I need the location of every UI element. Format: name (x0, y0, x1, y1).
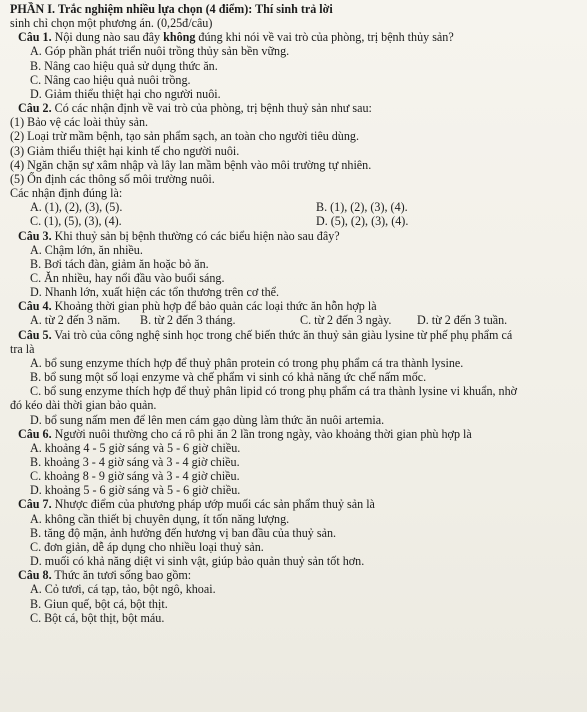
option-4d: D. từ 2 đến 3 tuần. (417, 313, 508, 328)
option-5c-cont: đó kéo dài thời gian bảo quản. (10, 398, 157, 413)
option-2a: A. (1), (2), (3), (5). (30, 200, 123, 215)
question-5-label: Câu 5. (18, 327, 52, 342)
option-7c: C. đơn giản, dễ áp dụng cho nhiều loại thuỷ sản. (30, 539, 264, 554)
option-5d: D. bổ sung nấm men để lên men cám gạo dùng làm thức ăn nuôi artemia. (30, 412, 385, 427)
option-3a: A. Chậm lớn, ăn nhiều. (30, 242, 143, 257)
option-7b: B. tăng độ mặn, ảnh hưởng đến hương vị ban đầu của thuỷ sản. (30, 525, 337, 540)
question-1: Câu 1. Nội dung nào sau đây không đúng khi nói về vai trò của phòng, trị bệnh thủy sản? (18, 30, 454, 45)
options-2-row-1 (10, 200, 579, 214)
option-8b: B. Giun quế, bột cá, bột thịt. (30, 596, 168, 611)
question-2-label: Câu 2. (18, 101, 52, 116)
option-3b: B. Bơi tách đàn, giảm ăn hoặc bỏ ăn. (30, 256, 209, 271)
option-4a: A. từ 2 đến 3 năm. (30, 313, 121, 328)
options-2-row-2 (10, 214, 579, 228)
question-7: Câu 7. Nhược điểm của phương pháp ướp muối các sản phẩm thuỷ sản là (18, 497, 375, 512)
question-2: Câu 2. Có các nhận định về vai trò của phòng, trị bệnh thuỷ sản như sau: (18, 101, 372, 116)
statement-5: (5) Ổn định các thông số môi trường nuôi. (10, 171, 215, 186)
option-6a: A. khoảng 4 - 5 giờ sáng và 5 - 6 giờ chiều. (30, 440, 241, 455)
option-6b: B. khoảng 3 - 4 giờ sáng và 3 - 4 giờ chiều. (30, 455, 240, 469)
option-1a: A. Góp phần phát triển nuôi trồng thủy sản bền vững. (30, 44, 290, 59)
question-8-label: Câu 8. (18, 568, 52, 583)
option-6d: D. khoảng 5 - 6 giờ sáng và 5 - 6 giờ chiều. (30, 483, 241, 498)
question-6-label: Câu 6. (18, 426, 52, 441)
question-5-cont: tra là (10, 341, 35, 356)
option-5c: C. bổ sung enzyme thích hợp để thuỷ phân lipid có trong phụ phẩm cá tra thành lysine vi khuẩn, nhờ (30, 384, 518, 399)
question-2-ask: Các nhận định đúng là: (10, 186, 123, 201)
statement-2: (2) Loại trừ mầm bệnh, tạo sản phẩm sạch, an toàn cho người tiêu dùng. (10, 129, 359, 144)
question-3-label: Câu 3. (18, 228, 52, 243)
option-4b: B. từ 2 đến 3 tháng. (140, 313, 236, 328)
option-1d: D. Giảm thiểu thiệt hại cho người nuôi. (30, 86, 221, 101)
option-5a: A. bổ sung enzyme thích hợp để thuỷ phân protein có trong phụ phẩm cá tra thành lysine. (30, 355, 464, 370)
option-1b: B. Nâng cao hiệu quả sử dụng thức ăn. (30, 58, 218, 73)
option-3d: D. Nhanh lớn, xuất hiện các tổn thương trên cơ thể. (30, 285, 280, 300)
option-8a: A. Cỏ tươi, cá tạp, tảo, bột ngô, khoai. (30, 582, 216, 597)
options-4-row (10, 313, 579, 327)
statement-4: (4) Ngăn chặn sự xâm nhập và lây lan mầm bệnh vào môi trường tự nhiên. (10, 157, 372, 172)
option-2c: C. (1), (5), (3), (4). (30, 214, 122, 229)
section-header: PHẦN I. Trắc nghiệm nhiều lựa chọn (4 điểm): Thí sinh trả lời (10, 2, 333, 16)
option-7d: D. muối có khả năng diệt vi sinh vật, giúp bảo quản thuỷ sản tốt hơn. (30, 554, 365, 569)
question-6: Câu 6. Người nuôi thường cho cá rô phi ăn 2 lần trong ngày, vào khoảng thời gian phù hợp là (18, 426, 472, 441)
question-4: Câu 4. Khoảng thời gian phù hợp để bảo quản các loại thức ăn hỗn hợp là (18, 299, 377, 314)
question-8: Câu 8. Thức ăn tươi sống bao gồm: (18, 568, 192, 583)
option-6c: C. khoảng 8 - 9 giờ sáng và 3 - 4 giờ chiều. (30, 469, 240, 484)
emphasis-word: không (163, 30, 196, 45)
option-1c: C. Nâng cao hiệu quả nuôi trồng. (30, 72, 191, 87)
question-7-label: Câu 7. (18, 497, 52, 512)
statement-3: (3) Giảm thiểu thiệt hại kinh tế cho người nuôi. (10, 143, 240, 158)
option-2d: D. (5), (2), (3), (4). (316, 214, 409, 229)
option-4c: C. từ 2 đến 3 ngày. (300, 313, 392, 328)
option-3c: C. Ăn nhiều, hay nổi đầu vào buổi sáng. (30, 270, 225, 285)
option-7a: A. không cần thiết bị chuyên dụng, ít tốn năng lượng. (30, 511, 290, 526)
option-5b: B. bổ sung một số loại enzyme và chế phẩm vi sinh có khả năng ức chế nấm mốc. (30, 370, 427, 385)
question-1-label: Câu 1. (18, 30, 52, 45)
question-3: Câu 3. Khi thuỷ sản bị bệnh thường có các biểu hiện nào sau đây? (18, 228, 340, 243)
question-5: Câu 5. Vai trò của công nghệ sinh học trong chế biến thức ăn thuỷ sản giàu lysine từ phế phụ phẩm cá (18, 327, 513, 342)
section-instructions: sinh chỉ chọn một phương án. (0,25đ/câu) (10, 16, 213, 31)
statement-1: (1) Bảo vệ các loài thủy sản. (10, 115, 149, 130)
option-2b: B. (1), (2), (3), (4). (316, 200, 408, 215)
question-4-label: Câu 4. (18, 299, 52, 314)
option-8c: C. Bột cá, bột thịt, bột máu. (30, 610, 165, 625)
